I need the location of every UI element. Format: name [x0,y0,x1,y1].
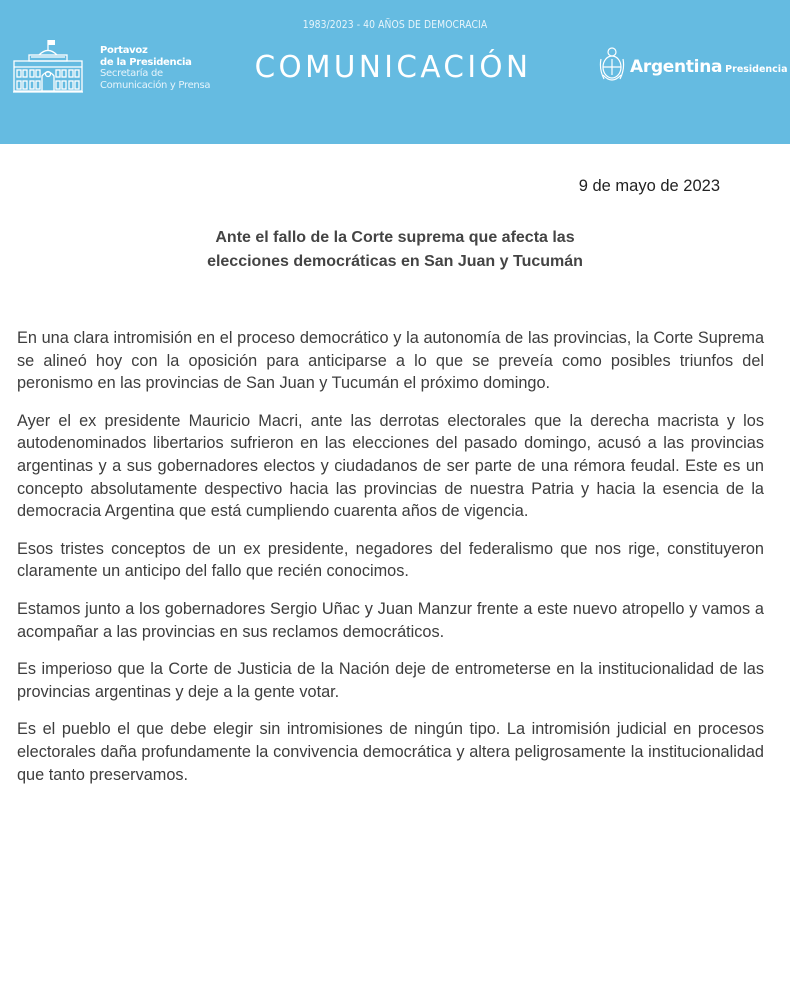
presidencia-label: Presidencia [725,64,788,75]
banner-title: COMUNICACIÓN [254,50,532,85]
document-headline [150,226,640,274]
document-date: 9 de mayo de 2023 [578,177,720,195]
body-paragraph: Estamos junto a los gobernadores Sergio Uñac y Juan Manzur frente a este nuevo atropello y vamos a acompañar a las provincias en sus reclamos democráticos. [17,599,764,641]
argentina-presidencia-logo [630,57,787,77]
body-paragraph: Es imperioso que la Corte de Justicia de la Nación deje de entrometerse en la institucionalidad de las provincias argentinas y deje a la gente votar. [17,660,764,701]
header-banner [0,0,790,144]
portavoz-line1: Portavoz [100,45,148,56]
document-body [17,327,764,801]
national-coat-of-arms-icon [599,45,625,85]
body-paragraph: Esos tristes conceptos de un ex presidente, negadores del federalismo que nos rige, constituyeron claramente un anticipo del fallo que recién conocimos. [17,539,764,581]
body-paragraph: Es el pueblo el que debe elegir sin intromisiones de ningún tipo. La intromisión judicial en procesos electorales daña profundamente la convivencia democrática y altera peligrosamente la institucionalidad que tanto preservamos. [17,720,764,784]
democracy-tagline: 1983/2023 - 40 AÑOS DE DEMOCRACIA [302,19,488,31]
body-paragraph: En una clara intromisión en el proceso democrático y la autonomía de las provincias, la Corte Suprema se alineó hoy con la oposición para anticiparse a lo que se preveía como posibles triunfos del peronismo en las provincias de San Juan y Tucumán el próximo domingo. [17,329,764,393]
headline-line-2: elecciones democráticas en San Juan y Tucumán [207,253,583,270]
portavoz-logo-text [100,45,210,91]
body-paragraph: Ayer el ex presidente Mauricio Macri, ante las derrotas electorales que la derecha macrista y los autodenominados libertarios sufrieron en las elecciones del pasado domingo, acusó a las provincias argentinas y a sus gobernadores electos y ciudadanos de ser parte de una rémora feudal. Este es un concepto absolutamente despectivo hacia las provincias de nuestra Patria y hacia la esencia de la democracia Argentina que está cumpliendo cuarenta años de vigencia. [17,411,764,521]
portavoz-line3: Secretaría de [100,68,163,79]
portavoz-line2: de la Presidencia [100,56,192,68]
casa-rosada-icon [11,38,85,94]
portavoz-line4: Comunicación y Prensa [100,79,211,91]
argentina-label: Argentina [630,57,723,77]
headline-line-1: Ante el fallo de la Corte suprema que afecta las [215,229,575,246]
